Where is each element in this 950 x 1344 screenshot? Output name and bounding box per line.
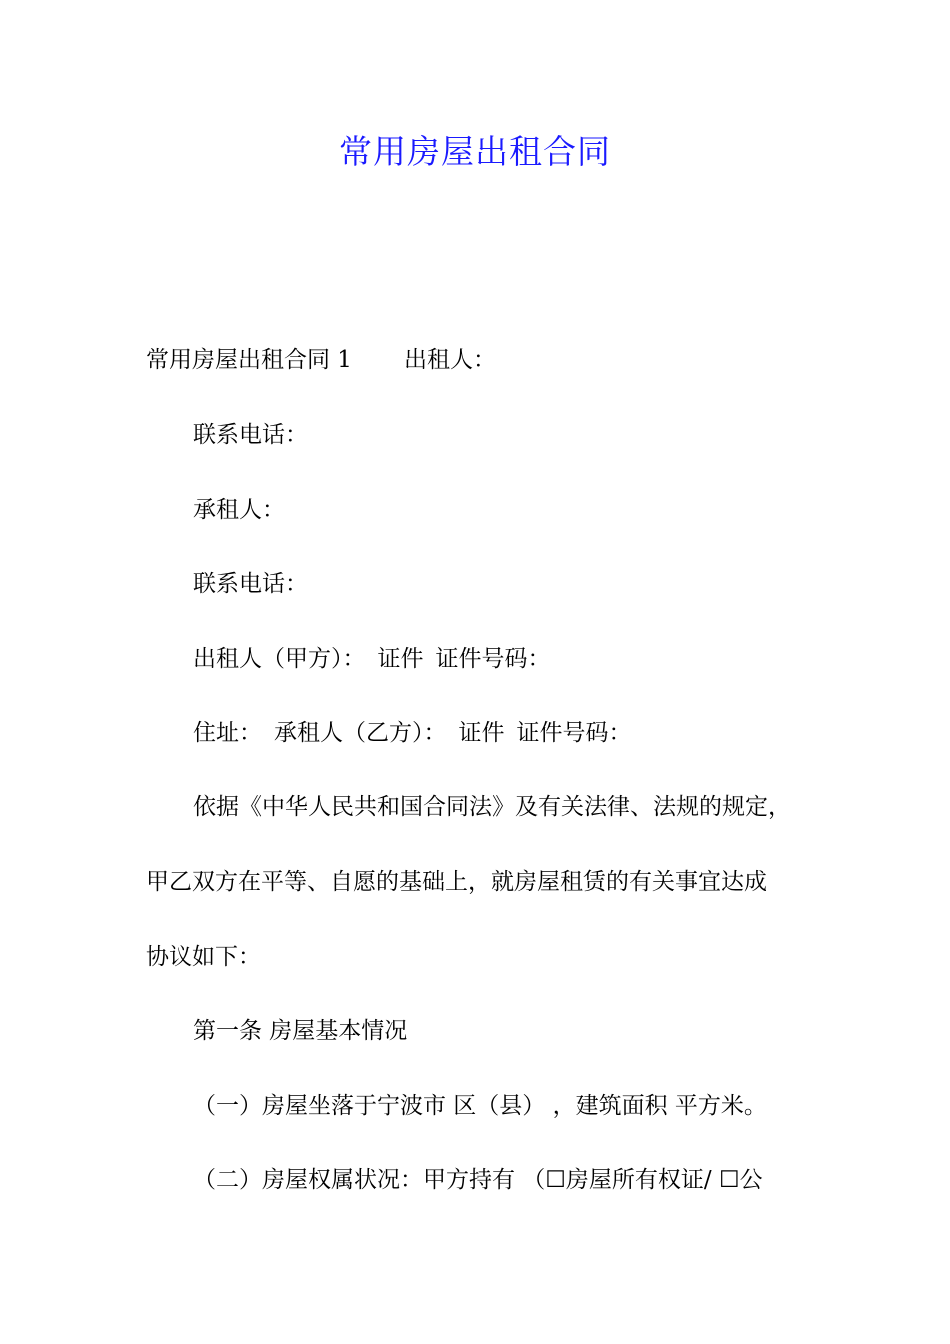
party-a-id-number: 证件号码： <box>435 646 551 672</box>
party-a-label: 出租人（甲方）： <box>193 646 366 672</box>
lessor-label: 出租人： <box>403 347 496 373</box>
basis-paragraph-line-2: 甲乙双方在平等、自愿的基础上，就房屋租赁的有关事宜达成 <box>146 869 767 895</box>
party-b-id-number: 证件号码： <box>516 720 632 746</box>
document-title: 常用房屋出租合同 <box>339 132 611 171</box>
article-one-heading: 第一条 房屋基本情况 <box>193 1018 408 1044</box>
contract-subtitle: 常用房屋出租合同 1 <box>146 347 352 373</box>
basis-paragraph-line-1: 依据《中华人民共和国合同法》及有关法律、法规的规定， <box>193 794 791 820</box>
article-one-item-1: （一）房屋坐落于宁波市 区（县） ，建筑面积 平方米。 <box>193 1093 767 1119</box>
party-b-id-type: 证件 <box>458 720 505 746</box>
article-one-item-2: （二）房屋权属状况：甲方持有 （☐房屋所有权证/ ☐公 <box>193 1167 763 1193</box>
tenant-line: 承租人： <box>193 497 285 523</box>
contract-heading-line <box>146 343 496 377</box>
party-b-line <box>193 716 632 750</box>
lessor-phone-line: 联系电话： <box>193 422 308 448</box>
address-label: 住址： <box>193 720 262 746</box>
tenant-phone-line: 联系电话： <box>193 571 308 597</box>
party-a-line <box>193 642 551 676</box>
party-b-label: 承租人（乙方）： <box>274 720 447 746</box>
party-a-id-type: 证件 <box>377 646 424 672</box>
basis-paragraph-line-3: 协议如下： <box>146 944 261 970</box>
